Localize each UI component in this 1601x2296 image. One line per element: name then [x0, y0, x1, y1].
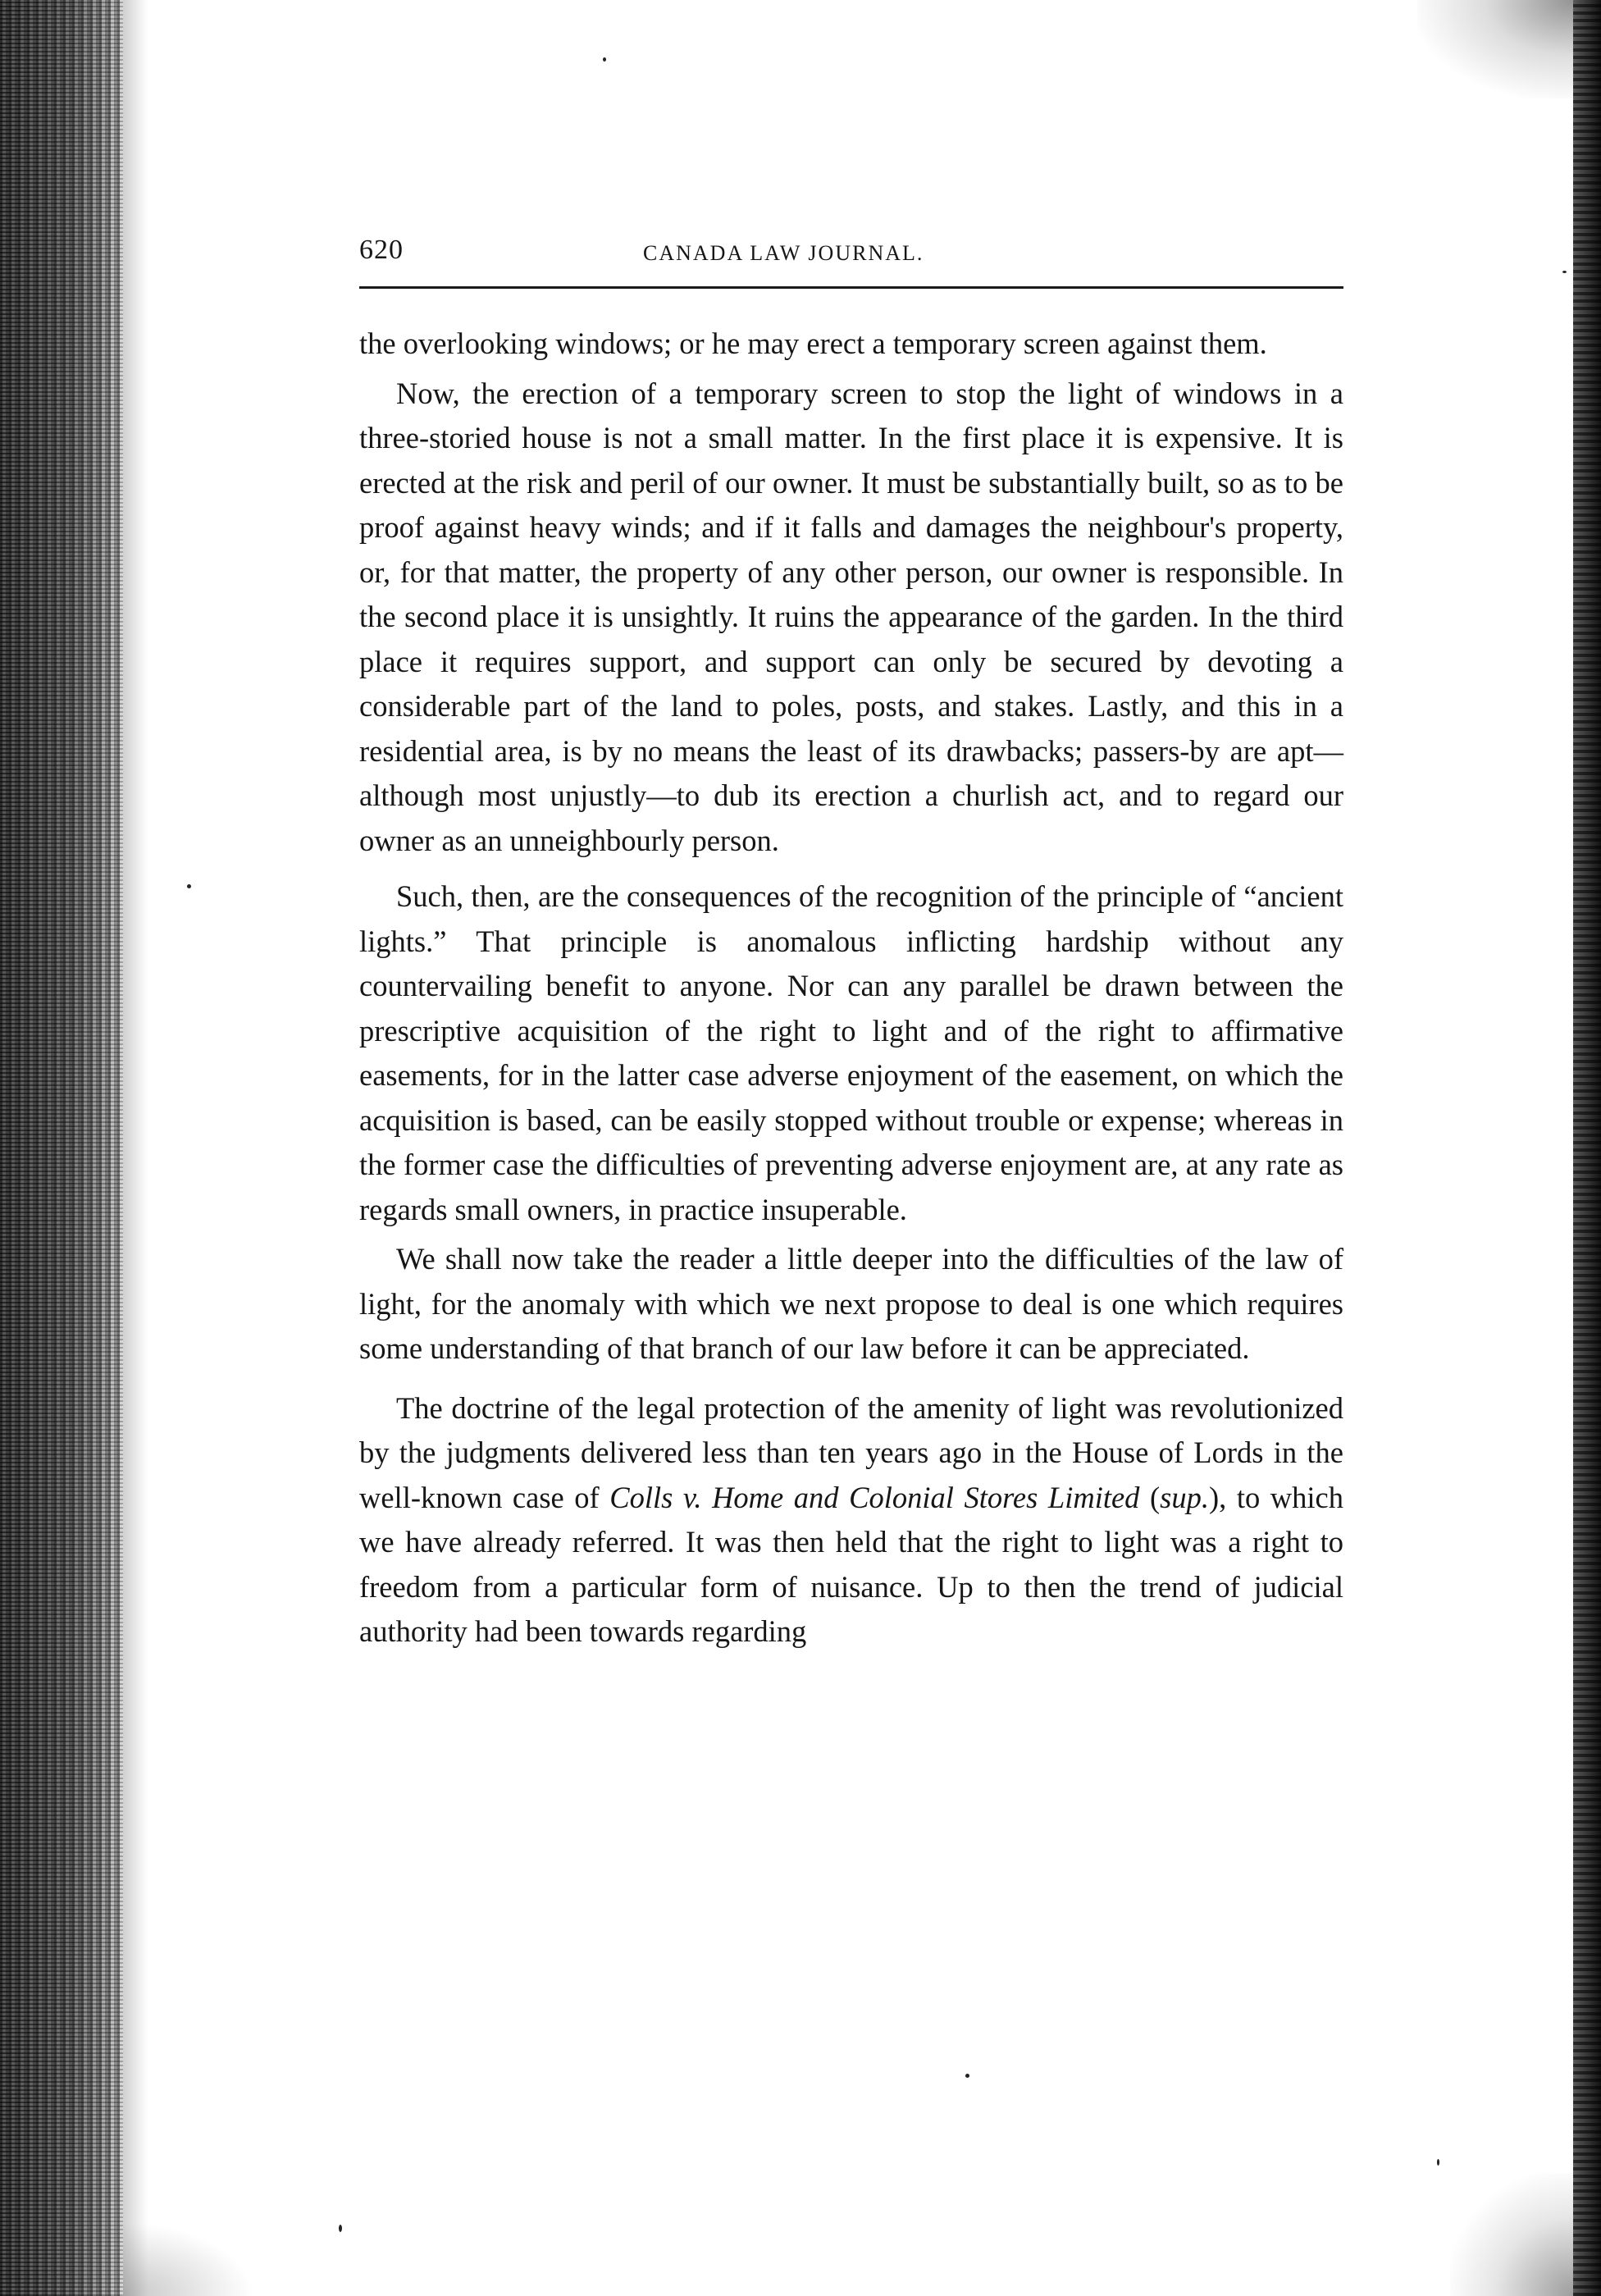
paragraph-5 [359, 1386, 1343, 1655]
paragraph-1: the overlooking windows; or he may erect a temporary screen against them. [359, 326, 1267, 360]
scan-shadow-right [1573, 0, 1601, 2296]
paragraph-4: We shall now take the reader a little deeper into the difficulties of the law of light, for the anomaly with which we next propose to deal is one which requires some understanding of that branch of our law before it can be appreciated. [359, 1242, 1343, 1365]
scan-smudge-bottom-right [1450, 2173, 1573, 2296]
scan-speck [187, 884, 191, 888]
paragraph-2: Now, the erection of a temporary screen to stop the light of windows in a three-storied house is not a small matter. In the first place it is expensive. It is erected at the risk and peril of our owner. It must be substantially built, so as to be proof against heavy winds; and if it falls and damages the neighbour's property, or, for that matter, the property of any other person, our owner is responsible. In the second place it is unsightly. It ruins the appearance of the garden. In the third place it requires support, and support can only be secured by devoting a considerable part of the land to poles, posts, and stakes. Lastly, and this in a residential area, is by no means the least of its drawbacks; passers-by are apt—although most unjustly—to dub its erection a churlish act, and to regard our owner as an unneighbourly person. [359, 376, 1343, 857]
page-header [359, 235, 1343, 276]
header-rule [359, 286, 1343, 289]
scan-smudge-bottom-left [123, 2222, 254, 2296]
scan-speck [603, 57, 606, 62]
scan-shadow-left [0, 0, 123, 2296]
page-number: 620 [359, 235, 404, 265]
supra-reference: sup. [1160, 1480, 1209, 1514]
case-name: Colls v. Home and Colonial Stores Limited [609, 1480, 1140, 1514]
scan-speck [1437, 2159, 1439, 2166]
scan-speck [1562, 271, 1567, 273]
paragraph-5-text-mid: ( [1139, 1480, 1161, 1514]
scan-smudge-top-right [1417, 0, 1573, 98]
scan-shadow-left-fade [123, 0, 148, 2296]
scan-speck [339, 2225, 342, 2232]
running-head: CANADA LAW JOURNAL. [643, 241, 924, 265]
paragraph-5-text-before: The doctrine of the legal protection of the amenity of light was revolutionized by the judgments delivered less than ten years ago in the House of Lords in the well-known case of [359, 1390, 1343, 1514]
paragraph-3: Such, then, are the consequences of the recognition of the principle of “ancient lights.” That principle is anomalous inflicting hardship without any countervailing benefit to anyone. Nor can any parallel be drawn between the prescriptive acquisition of the right to light and of the right to affirmative easements, for in the latter case adverse enjoyment of the easement, on which the acquisition is based, can be easily stopped without trouble or expense; whereas in the former case the difficulties of preventing adverse enjoyment are, at any rate as regards small owners, in practice insuperable. [359, 879, 1343, 1226]
paragraph-5-text-after: ), to which we have already referred. It was then held that the right to light was a right to freedom from a particular form of nuisance. Up to then the trend of judicial authority had been towards regarding [359, 1480, 1343, 1648]
body-text [359, 322, 1343, 1655]
scan-speck [965, 2074, 969, 2078]
